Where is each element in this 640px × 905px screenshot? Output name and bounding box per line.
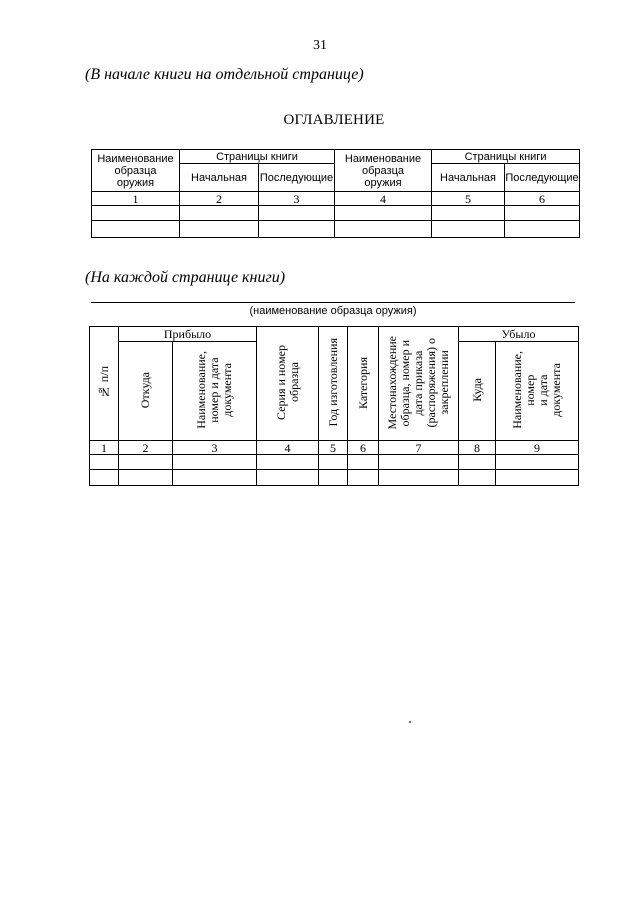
toc-header-next-2: Последующие xyxy=(505,164,580,192)
book-empty-row xyxy=(90,470,579,486)
empty-cell xyxy=(348,470,379,486)
empty-cell xyxy=(335,206,432,221)
empty-cell xyxy=(259,221,335,238)
toc-col-num: 5 xyxy=(432,192,505,206)
toc-title: ОГЛАВЛЕНИЕ xyxy=(283,112,385,128)
toc-col-num: 6 xyxy=(505,192,580,206)
empty-cell xyxy=(319,470,348,486)
toc-empty-row xyxy=(92,206,580,221)
book-empty-row xyxy=(90,455,579,470)
header-serial: Серия и номер образца xyxy=(257,327,319,441)
header-doc-out: Наименование, номер и дата документа xyxy=(496,342,579,441)
each-page-note: (На каждой странице книги) xyxy=(85,269,286,286)
empty-cell xyxy=(432,206,505,221)
toc-col-num: 2 xyxy=(180,192,259,206)
empty-cell xyxy=(173,470,257,486)
empty-cell xyxy=(92,206,180,221)
toc-col-num: 3 xyxy=(259,192,335,206)
empty-cell xyxy=(119,455,173,470)
book-column-numbers xyxy=(90,441,579,455)
weapon-name-caption: (наименование образца оружия) xyxy=(249,305,417,317)
book-col-num: 3 xyxy=(173,441,257,455)
empty-cell xyxy=(496,455,579,470)
empty-cell xyxy=(90,455,119,470)
empty-cell xyxy=(379,455,459,470)
first-page-note: (В начале книги на отдельной странице) xyxy=(85,66,364,83)
empty-cell xyxy=(379,470,459,486)
empty-cell xyxy=(180,206,259,221)
toc-empty-row xyxy=(92,221,580,238)
weapon-book-table xyxy=(89,326,579,486)
empty-cell xyxy=(257,455,319,470)
empty-cell xyxy=(505,221,580,238)
empty-cell xyxy=(319,455,348,470)
book-col-num: 2 xyxy=(119,441,173,455)
empty-cell xyxy=(496,470,579,486)
book-col-num: 5 xyxy=(319,441,348,455)
toc-header-weapon-name-2: Наименование образца оружия xyxy=(335,150,432,192)
header-category: Категория xyxy=(348,327,379,441)
empty-cell xyxy=(257,470,319,486)
toc-column-numbers xyxy=(92,192,580,206)
book-col-num: 9 xyxy=(496,441,579,455)
toc-header-next-1: Последующие xyxy=(259,164,335,192)
book-col-num: 7 xyxy=(379,441,459,455)
toc-col-num: 1 xyxy=(92,192,180,206)
toc-header-weapon-name-1: Наименование образца оружия xyxy=(92,150,180,192)
header-location: Местонахождение образца, номер и дата приказа (распоряжения) о закреплении xyxy=(379,327,459,441)
book-col-num: 1 xyxy=(90,441,119,455)
empty-cell xyxy=(90,470,119,486)
empty-cell xyxy=(119,470,173,486)
header-to: Куда xyxy=(459,342,496,441)
toc-header-start-2: Начальная xyxy=(432,164,505,192)
empty-cell xyxy=(92,221,180,238)
scan-speck xyxy=(409,721,411,723)
empty-cell xyxy=(335,221,432,238)
toc-col-num: 4 xyxy=(335,192,432,206)
book-col-num: 8 xyxy=(459,441,496,455)
empty-cell xyxy=(259,206,335,221)
weapon-name-line xyxy=(91,302,575,303)
header-from: Откуда xyxy=(119,342,173,441)
empty-cell xyxy=(459,470,496,486)
empty-cell xyxy=(348,455,379,470)
toc-header-start-1: Начальная xyxy=(180,164,259,192)
header-number: № п/п xyxy=(90,327,119,441)
header-doc-in: Наименование, номер и дата документа xyxy=(173,342,257,441)
page-number: 31 xyxy=(313,38,327,53)
empty-cell xyxy=(459,455,496,470)
empty-cell xyxy=(505,206,580,221)
toc-table xyxy=(91,149,580,238)
toc-header-pages-2: Страницы книги xyxy=(432,150,580,164)
header-year: Год изготовления xyxy=(319,327,348,441)
empty-cell xyxy=(432,221,505,238)
header-arrived: Прибыло xyxy=(119,327,257,342)
header-departed: Убыло xyxy=(459,327,579,342)
book-col-num: 6 xyxy=(348,441,379,455)
book-col-num: 4 xyxy=(257,441,319,455)
empty-cell xyxy=(173,455,257,470)
empty-cell xyxy=(180,221,259,238)
toc-header-pages-1: Страницы книги xyxy=(180,150,335,164)
